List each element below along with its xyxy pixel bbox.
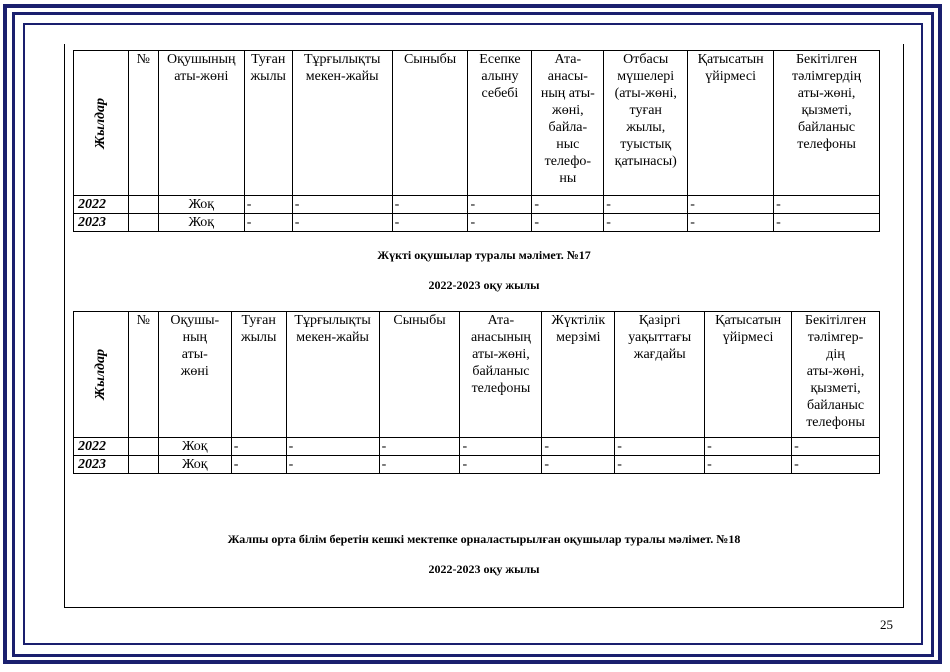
- table-cell: -: [532, 214, 604, 232]
- header-text: телефо-: [544, 154, 592, 169]
- header-text: алыну: [481, 69, 519, 84]
- table-cell: -: [542, 456, 615, 474]
- table-cell: [128, 456, 158, 474]
- header-text: қызметі,: [810, 381, 861, 396]
- table-cell: [128, 214, 158, 232]
- table-cell: -: [379, 438, 460, 456]
- header-cell-1: [158, 312, 231, 438]
- academic-year-label: 2022-2023 оқу жылы: [428, 278, 540, 292]
- table-cell: -: [460, 456, 542, 474]
- header-cell-0: [128, 51, 158, 196]
- header-cell-3: [286, 312, 379, 438]
- header-text: Оқушының: [167, 52, 236, 67]
- header-text: байланыс: [472, 364, 530, 379]
- header-cell-8: [705, 312, 792, 438]
- caption-evening-school-students: Жалпы орта білім беретін кешкі мектепке орналастырылған оқушылар туралы мәлімет. №18: [227, 532, 741, 546]
- table-cell: -: [286, 438, 379, 456]
- table-cell: -: [379, 456, 460, 474]
- header-cell-5: [460, 312, 542, 438]
- header-cell-9: [792, 312, 880, 438]
- caption-pregnant-students: Жүкті оқушылар туралы мәлімет. №17: [377, 248, 591, 262]
- header-text: Тұрғылықты: [294, 313, 371, 328]
- header-text: №: [136, 52, 151, 67]
- header-cell-6: [532, 51, 604, 196]
- header-text: анасы-: [547, 69, 588, 84]
- header-cell-5: [468, 51, 532, 196]
- header-cell-7: [615, 312, 705, 438]
- years-header-cell: [74, 51, 129, 196]
- header-text: байланыс: [806, 398, 865, 413]
- table-cell: -: [292, 196, 392, 214]
- header-text: туыстық: [620, 137, 672, 152]
- header-text: Сыныбы: [403, 52, 457, 67]
- table-cell: -: [604, 214, 688, 232]
- table-cell: -: [231, 438, 286, 456]
- header-text: үйірмесі: [705, 69, 756, 84]
- header-text: тәлімгердің: [791, 69, 862, 84]
- header-text: туған: [629, 103, 662, 118]
- table-cell: Жоқ: [158, 456, 231, 474]
- header-cell-9: [774, 51, 880, 196]
- table-cell: -: [392, 214, 468, 232]
- header-text: Қазіргі: [638, 313, 681, 328]
- table-cell: -: [615, 456, 705, 474]
- header-text: мүшелері: [617, 69, 675, 84]
- header-text: жылы: [250, 69, 286, 84]
- years-label: Жылдар: [93, 97, 109, 149]
- header-cell-7: [604, 51, 688, 196]
- table-cell: -: [244, 196, 292, 214]
- table-cell: -: [286, 456, 379, 474]
- header-text: ның: [182, 330, 207, 345]
- header-text: Қатысатын: [697, 52, 764, 67]
- table-cell: -: [468, 214, 532, 232]
- header-text: Туған: [251, 52, 286, 67]
- header-text: Есепке: [479, 52, 521, 67]
- header-text: анасының: [470, 330, 531, 345]
- table-cell: -: [532, 196, 604, 214]
- table-cell: -: [468, 196, 532, 214]
- header-text: дің: [826, 347, 845, 362]
- table-header-row: [74, 312, 880, 438]
- table-row: [74, 196, 880, 214]
- table-cell: Жоқ: [158, 196, 244, 214]
- table-cell: -: [688, 214, 774, 232]
- header-text: ныс: [556, 137, 580, 152]
- header-text: аты-жөні,: [797, 86, 856, 101]
- header-text: ны: [559, 171, 577, 186]
- year-cell: 2023: [74, 456, 129, 474]
- table-cell: -: [774, 214, 880, 232]
- table-cell: Жоқ: [158, 438, 231, 456]
- header-text: үйірмесі: [722, 330, 774, 345]
- header-text: аты-жөні,: [806, 364, 865, 379]
- table-registered-students: [73, 50, 880, 232]
- years-header-cell: [74, 312, 129, 438]
- year-cell: 2022: [74, 196, 129, 214]
- header-text: ның аты-: [540, 86, 595, 101]
- header-cell-4: [379, 312, 460, 438]
- table-cell: -: [705, 438, 792, 456]
- header-text: қатынасы): [614, 154, 677, 169]
- header-text: қызметі,: [801, 103, 852, 118]
- header-cell-8: [688, 51, 774, 196]
- table-cell: -: [292, 214, 392, 232]
- header-cell-4: [392, 51, 468, 196]
- table-cell: -: [542, 438, 615, 456]
- page-number: 25: [880, 617, 893, 632]
- academic-year-label-2: 2022-2023 оқу жылы: [428, 562, 540, 576]
- header-cell-3: [292, 51, 392, 196]
- header-text: себебі: [481, 86, 519, 101]
- table-cell: -: [688, 196, 774, 214]
- table-cell: -: [705, 456, 792, 474]
- header-text: Бекітілген: [795, 52, 858, 67]
- header-cell-0: [128, 312, 158, 438]
- header-text: Тұрғылықты: [303, 52, 381, 67]
- table-row: [74, 438, 880, 456]
- header-text: мекен-жайы: [296, 330, 369, 345]
- header-text: телефоны: [797, 137, 856, 152]
- header-cell-1: [158, 51, 244, 196]
- table-cell: [128, 196, 158, 214]
- header-text: Бекітілген: [804, 313, 867, 328]
- table-row: [74, 214, 880, 232]
- header-text: Оқушы-: [170, 313, 220, 328]
- header-text: Қатысатын: [715, 313, 782, 328]
- year-cell: 2022: [74, 438, 129, 456]
- header-text: жылы: [240, 330, 277, 345]
- table-cell: -: [604, 196, 688, 214]
- table-pregnant-students: [73, 311, 880, 474]
- years-label: Жылдар: [93, 349, 109, 400]
- header-text: жағдайы: [633, 347, 686, 362]
- header-text: (аты-жөні,: [614, 86, 677, 101]
- header-text: жөні: [180, 364, 209, 379]
- table-cell: -: [460, 438, 542, 456]
- header-cell-2: [244, 51, 292, 196]
- table-cell: -: [792, 456, 880, 474]
- header-text: жөні,: [552, 103, 584, 118]
- table-cell: -: [244, 214, 292, 232]
- header-text: аты-жөні,: [472, 347, 530, 362]
- header-text: мекен-жайы: [305, 69, 379, 84]
- header-text: жылы,: [626, 120, 666, 135]
- header-text: Отбасы: [623, 52, 669, 67]
- header-text: №: [136, 313, 151, 328]
- header-text: телефоны: [806, 415, 865, 430]
- year-cell: 2023: [74, 214, 129, 232]
- header-text: мерзімі: [556, 330, 601, 345]
- table-cell: Жоқ: [158, 214, 244, 232]
- table-cell: [128, 438, 158, 456]
- header-text: Ата-: [487, 313, 515, 328]
- header-text: телефоны: [471, 381, 531, 396]
- table-cell: -: [392, 196, 468, 214]
- header-text: Туған: [241, 313, 276, 328]
- header-cell-2: [231, 312, 286, 438]
- header-text: уақыттағы: [628, 330, 692, 345]
- header-text: аты-: [181, 347, 208, 362]
- header-text: байла-: [548, 120, 588, 135]
- table-row: [74, 456, 880, 474]
- header-text: Сыныбы: [393, 313, 446, 328]
- table-cell: -: [615, 438, 705, 456]
- header-text: тәлімгер-: [807, 330, 864, 345]
- table-cell: -: [774, 196, 880, 214]
- header-text: Ата-: [554, 52, 582, 67]
- table-cell: -: [231, 456, 286, 474]
- table-cell: -: [792, 438, 880, 456]
- header-text: байланыс: [797, 120, 856, 135]
- header-cell-6: [542, 312, 615, 438]
- table-header-row: [74, 51, 880, 196]
- header-text: аты-жөні: [174, 69, 229, 84]
- header-text: Жүктілік: [551, 313, 606, 328]
